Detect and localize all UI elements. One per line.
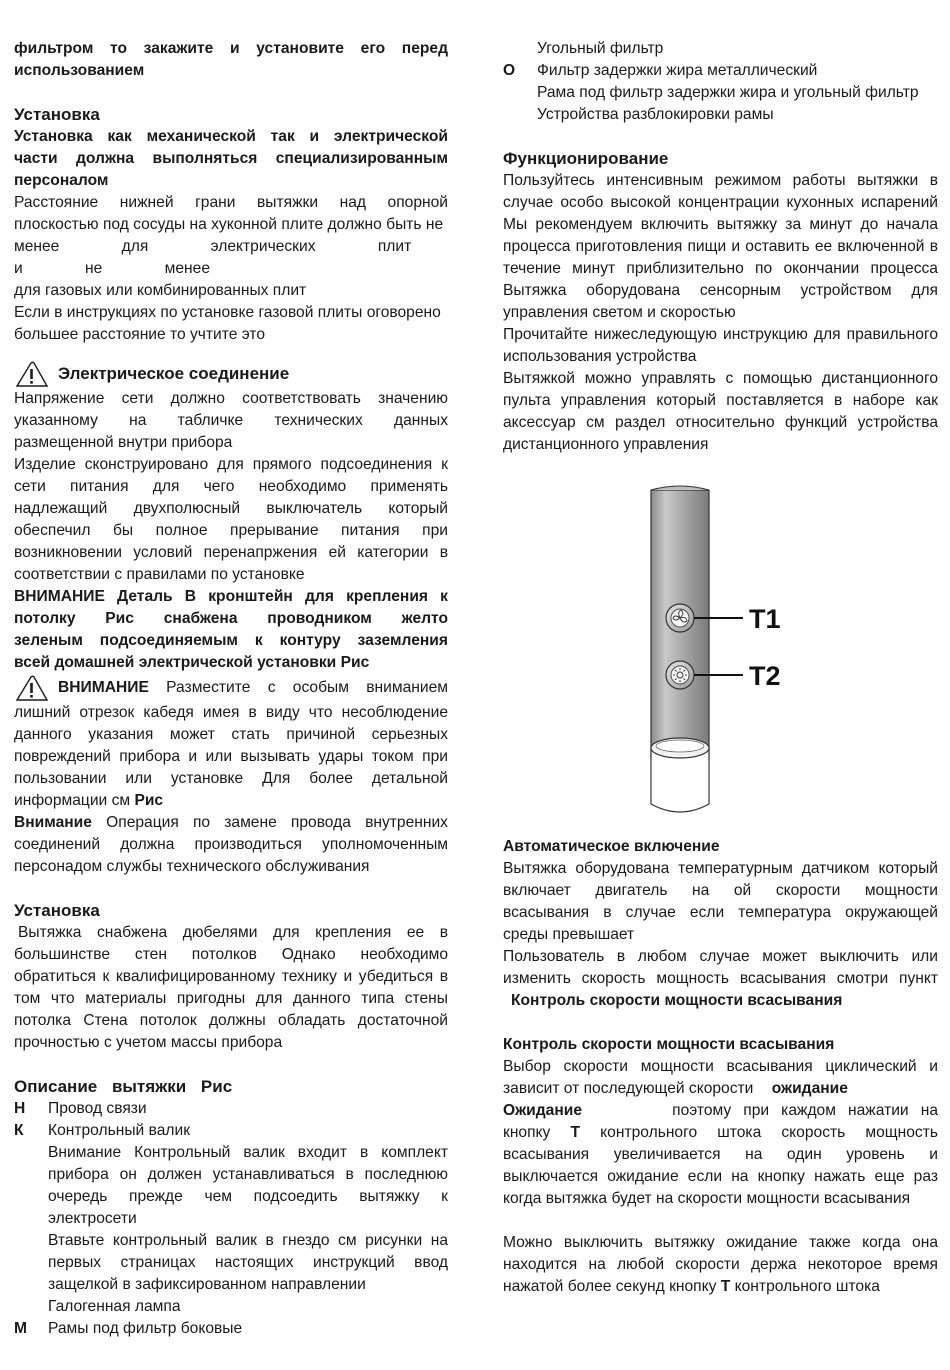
electric-bold-line: ВНИМАНИЕ Деталь В кронштейн для крепления к bbox=[14, 588, 448, 605]
caution-text-line: пользовании или установке Для более детальной bbox=[14, 770, 448, 787]
function-text-line: использования устройства bbox=[503, 348, 697, 365]
intro-line: фильтром то закажите и установите его перед bbox=[14, 40, 448, 57]
auto-link: Контроль скорости мощности всасывания bbox=[511, 992, 843, 1009]
caution-first-line: Разместите с особым вниманием bbox=[166, 679, 448, 696]
function-text-line: Вытяжкой можно управлять с помощью дистанционного bbox=[503, 370, 938, 387]
function-text-line: Прочитайте нижеследующую инструкцию для правильного bbox=[503, 326, 938, 343]
caution-last-line: информации см bbox=[14, 792, 131, 809]
item-text: Контрольный валик bbox=[48, 1122, 191, 1139]
auto-text-line: всасывания в случае если температура окружающей bbox=[503, 904, 938, 921]
speed-line: Выбор скорости мощности всасывания циклический и bbox=[503, 1058, 938, 1075]
t2-light-button[interactable] bbox=[666, 661, 694, 689]
auto-text-line: включает двигатель на ой скорости мощности bbox=[503, 882, 938, 899]
o-more-line: Рама под фильтр задержки жира и угольный фильтр bbox=[537, 84, 919, 101]
electric-bold-line: потолку Рис снабжена проводником желто bbox=[14, 610, 448, 627]
lamp-item: Галогенная лампа bbox=[48, 1298, 181, 1315]
install-text-line: Расстояние нижней грани вытяжки над опорной bbox=[14, 194, 448, 211]
item-text: Фильтр задержки жира металлический bbox=[537, 62, 818, 79]
control-rod-figure bbox=[503, 456, 938, 836]
caution-row bbox=[14, 674, 448, 702]
electric-text-line: возникновении условий перенапржения ей категории в bbox=[14, 544, 448, 561]
function-text-line: пульта управления который поставляется в наборе как bbox=[503, 392, 938, 409]
function-text-line: процесса приготовления пищи и оставить ее включенной в bbox=[503, 238, 938, 255]
off-text-line: контрольного штока bbox=[734, 1278, 880, 1295]
electric-heading-row bbox=[14, 360, 448, 388]
install2-text-line: обратиться к квалифицированному технику и убедиться в bbox=[14, 968, 448, 985]
auto-heading: Автоматическое включение bbox=[503, 838, 720, 855]
auto-text-line: изменить скорость мощность всасывания смотри пункт bbox=[503, 970, 938, 987]
caution-text-line: лишний отрезок кабедя имея в виду что несоблюдение bbox=[14, 704, 448, 721]
install-text-line: Если в инструкциях по установке газовой плиты оговорено bbox=[14, 304, 441, 321]
item-text: Рамы под фильтр боковые bbox=[48, 1320, 243, 1337]
install-bold-line: персоналом bbox=[14, 172, 109, 189]
install-heading: Установка bbox=[14, 105, 100, 124]
electric-text-line: указанному на табличке технических данных bbox=[14, 412, 448, 429]
item-code: К bbox=[14, 1122, 24, 1139]
install2-text-line: прочностью с учетом массы прибора bbox=[14, 1034, 283, 1051]
o-more-line: Устройства разблокировки рамы bbox=[537, 106, 774, 123]
list-item-m bbox=[14, 1318, 448, 1340]
function-text-line: Вытяжка оборудована сенсорным устройством для bbox=[503, 282, 938, 299]
electric-text-line: соответствии с правилами по установке bbox=[14, 566, 305, 583]
electric-text-line: Напряжение сети должно соответствовать значению bbox=[14, 390, 448, 407]
function-text-line: Мы рекомендуем включить вытяжку за минут до начала bbox=[503, 216, 938, 233]
install-text-line: для газовых или комбинированных плит bbox=[14, 282, 307, 299]
item-text: Провод связи bbox=[48, 1100, 147, 1117]
install-bold-line: Установка как механической так и электрической bbox=[14, 128, 448, 145]
k-note2-line: Втавьте контрольный валик в гнездо см рисунки на bbox=[48, 1232, 448, 1249]
speed-line: поэтому при каждом нажатии на bbox=[672, 1102, 938, 1119]
install-bold-line: части должна выполняться специализированным bbox=[14, 150, 448, 167]
control-rod-illustration bbox=[503, 456, 938, 836]
caution-text-line: повреждений прибора и или вызывать удары током при bbox=[14, 748, 448, 765]
function-text-line: случае особо высокой концентрации кухонных испарений bbox=[503, 194, 938, 211]
caution-text-line: данного указания может стать причиной серьезных bbox=[14, 726, 448, 743]
electric-heading: Электрическое соединение bbox=[58, 364, 290, 383]
electric-text-line: размещенной внутри прибора bbox=[14, 434, 233, 451]
button-t-ref: Т bbox=[720, 1278, 731, 1295]
speed-text-line: когда вытяжка будет на скорости мощности всасывания bbox=[503, 1190, 911, 1207]
right-column bbox=[503, 38, 938, 1298]
item-code: Н bbox=[14, 1100, 26, 1117]
list-item-o bbox=[503, 60, 938, 82]
description-heading: Описание вытяжки Рис bbox=[14, 1077, 233, 1096]
coal-filter-item: Угольный фильтр bbox=[537, 40, 664, 57]
k-note-line: прибора он должен устанавливаться в последнюю bbox=[48, 1166, 448, 1183]
intro-line: использованием bbox=[14, 62, 145, 79]
electric-bold-line: всей домашней электрической установки Рис bbox=[14, 654, 370, 671]
electric-text-line: Изделие сконструировано для прямого подсоединения к bbox=[14, 456, 448, 473]
electric-text-line: сети питания для чего необходимо применять bbox=[14, 478, 448, 495]
function-text-line: дистанционного управления bbox=[503, 436, 709, 453]
install2-heading: Установка bbox=[14, 901, 100, 920]
auto-text-line: Вытяжка оборудована температурным датчиком который bbox=[503, 860, 938, 877]
speed-line: кнопку bbox=[503, 1124, 551, 1141]
caution-label: ВНИМАНИЕ bbox=[58, 679, 149, 696]
item-code: М bbox=[14, 1320, 27, 1337]
k-note-line: очередь прежде чем подсоедить вытяжку к bbox=[48, 1188, 448, 1205]
t2-label: T2 bbox=[749, 661, 781, 691]
attention-text-line: персонадом службы технического обслуживания bbox=[14, 858, 370, 875]
speed-line: контрольного штока скорость мощность bbox=[600, 1124, 938, 1141]
speed-text-line: всасывания увеличивается на один уровень и bbox=[503, 1146, 938, 1163]
speed-heading: Контроль скорости мощности всасывания bbox=[503, 1036, 835, 1053]
electric-bold-line: зеленым подсоединяемым к контуру заземления bbox=[14, 632, 448, 649]
left-column bbox=[14, 38, 448, 1340]
standby-label: Ожидание bbox=[503, 1102, 583, 1119]
k-note2-line: защелкой в зафиксированном направлении bbox=[48, 1276, 366, 1293]
caution-figure-ref: Рис bbox=[134, 792, 164, 809]
function-text-line: аксессуар см раздел относительно функций устройства bbox=[503, 414, 938, 431]
k-note2-line: первых страницах настоящих инструкций ввод bbox=[48, 1254, 448, 1271]
attention-label: Внимание bbox=[14, 814, 92, 831]
attention-text-line: соединений должна производиться уполномоченным bbox=[14, 836, 448, 853]
install2-text-line: потолка Стена потолок должны обладать достаточной bbox=[14, 1012, 448, 1029]
off-text-line: Можно выключить вытяжку ожидание также когда она bbox=[503, 1234, 938, 1251]
warning-icon bbox=[14, 674, 48, 702]
k-note-line: электросети bbox=[48, 1210, 137, 1227]
standby-term: ожидание bbox=[771, 1080, 848, 1097]
install2-text-line: том что материалы пригодны для данного типа стены bbox=[14, 990, 448, 1007]
auto-text-line: Пользователь в любом случае может выключить или bbox=[503, 948, 938, 965]
warning-icon bbox=[14, 360, 48, 388]
item-code: О bbox=[503, 62, 516, 79]
t1-label: T1 bbox=[749, 604, 781, 634]
k-note-line: Внимание Контрольный валик входит в комплект bbox=[48, 1144, 448, 1161]
speed-text-line: выключается ожидание если на кнопку нажать еще раз bbox=[503, 1168, 938, 1185]
auto-text-line: среды превышает bbox=[503, 926, 635, 943]
list-item-h bbox=[14, 1098, 448, 1120]
list-item-k bbox=[14, 1120, 448, 1142]
function-heading: Функционирование bbox=[503, 149, 669, 168]
attention-first-line: Операция по замене провода внутренних bbox=[106, 814, 448, 831]
off-text-line: находится на любой скорости держа некоторое время bbox=[503, 1256, 938, 1273]
button-t-ref: Т bbox=[570, 1124, 581, 1141]
install-text-line: большее расстояние то учтите это bbox=[14, 326, 265, 343]
function-text-line: течение минут приблизительно по окончании процесса bbox=[503, 260, 938, 277]
function-text-line: управления светом и скоростью bbox=[503, 304, 736, 321]
t1-fan-button[interactable] bbox=[666, 604, 694, 632]
electric-text-line: обеспечил бы полное прерывание питания при bbox=[14, 522, 448, 539]
install-text-line: менее для электрических плит и не менее bbox=[14, 238, 412, 277]
install-text-line: плоскостью под сосуды на хуконной плите должно быть не bbox=[14, 216, 444, 233]
off-text-line: нажатой более секунд кнопку bbox=[503, 1278, 717, 1295]
rod-top-edge bbox=[651, 486, 709, 490]
install2-text-line: Вытяжка снабжена дюбелями для крепления ее в bbox=[18, 924, 448, 941]
speed-line: зависит от последующей скорости bbox=[503, 1080, 754, 1097]
function-text-line: Пользуйтесь интенсивным режимом работы вытяжки в bbox=[503, 172, 938, 189]
electric-text-line: надлежащий двухполюсный выключатель который bbox=[14, 500, 448, 517]
install2-text-line: большинстве стен потолков Однако необходимо bbox=[14, 946, 448, 963]
